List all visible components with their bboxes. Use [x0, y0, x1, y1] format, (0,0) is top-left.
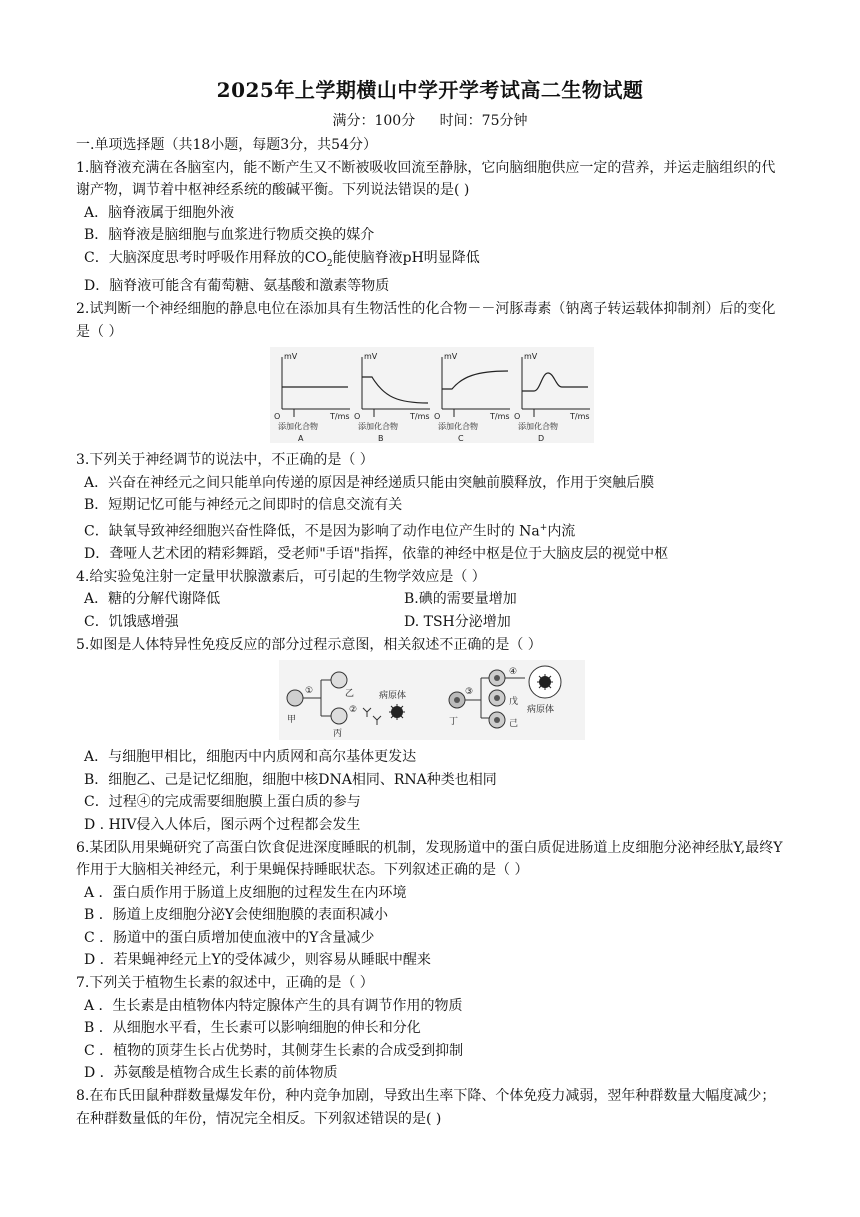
question-6-stem: 6.某团队用果蝇研究了高蛋白饮食促进深度睡眠的机制，发现肠道中的蛋白质促进肠道上皮细胞分泌神经肽Y,最终Y作用于大脑相关神经元，利于果蝇保持睡眠状态。下列叙述正确的是（ ） [76, 839, 783, 879]
question-7-option-d: D ．苏氨酸是植物合成生长素的前体物质 [84, 1065, 338, 1082]
step-3-label: ③ [465, 687, 474, 698]
question-1-option-b: B．脑脊液是脑细胞与血浆进行物质交换的媒介 [84, 227, 375, 244]
x-unit-label: T/ms [410, 412, 430, 422]
exam-title: 2025年上学期横山中学开学考试高二生物试题 [216, 78, 644, 102]
question-6-option-c: C ．肠道中的蛋白质增加使血液中的Y含量减少 [84, 929, 375, 946]
question-2-figure [76, 347, 788, 443]
exam-meta [0, 110, 860, 130]
question-6-option-b: B ．肠道上皮细胞分泌Y会使细胞膜的表面积减小 [84, 907, 388, 924]
x-unit-label: T/ms [330, 412, 350, 422]
question-3-option-d: D．聋哑人艺术团的精彩舞蹈，受老师"手语"指挥，依靠的神经中枢是位于大脑皮层的视觉中枢 [84, 546, 669, 563]
x-unit-label: T/ms [570, 412, 590, 422]
question-1-option-d: D．脑脊液可能含有葡萄糖、氨基酸和激素等物质 [84, 278, 390, 295]
question-1-option-c [84, 247, 788, 275]
pathogen-label: 病原体 [379, 691, 407, 702]
question-3-option-b: B．短期记忆可能与神经元之间即时的信息交流有关 [84, 497, 403, 514]
y-unit-label: mV [364, 352, 378, 362]
exam-content [76, 134, 788, 1130]
pathogen-icon [537, 674, 553, 690]
cell-yi-label: 乙 [345, 689, 355, 700]
cell-jia [287, 690, 303, 706]
panel-label-c: C [458, 434, 464, 444]
question-6-option-a: A ．蛋白质作用于肠道上皮细胞的过程发生在内环境 [84, 884, 407, 901]
q1-c-text-end: 能使脑脊液pH明显降低 [332, 249, 480, 266]
question-6-option-d: D ．若果蝇神经元上Y的受体减少，则容易从睡眠中醒来 [84, 952, 431, 969]
question-1-option-a: A．脑脊液属于细胞外液 [84, 204, 235, 221]
question-5-option-a: A．与细胞甲相比，细胞丙中内质网和高尔基体更发达 [84, 749, 417, 766]
question-3-option-c [84, 517, 788, 543]
question-4-option-d: D. TSH分泌增加 [404, 613, 511, 630]
cell-ji-label: 己 [509, 719, 519, 730]
na-superscript: + [539, 522, 548, 533]
y-unit-label: mV [524, 352, 538, 362]
question-5-figure [76, 660, 788, 740]
marker-label: 添加化合物 [438, 422, 478, 432]
question-7-stem: 7.下列关于植物生长素的叙述中，正确的是（ ） [76, 975, 374, 992]
q3-c-text: C．缺氧导致神经细胞兴奋性降低，不是因为影响了动作电位产生时的 Na [84, 523, 540, 540]
section-heading: 一.单项选择题（共18小题，每题3分，共54分） [76, 137, 377, 153]
pathogen-icon [389, 704, 405, 720]
q3-c-text-end: 内流 [547, 523, 576, 540]
co2-subscript: 2 [326, 258, 333, 269]
pathogen-label: 病原体 [527, 705, 555, 716]
question-4-options-row-2 [84, 611, 788, 634]
origin-label: O [354, 412, 361, 422]
full-score: 满分：100分 [332, 113, 416, 129]
question-5-stem: 5.如图是人体特异性免疫反应的部分过程示意图，相关叙述不正确的是（ ） [76, 636, 542, 653]
cell-bing-label: 丙 [333, 729, 343, 740]
question-1-stem: 1.脑脊液充满在各脑室内，能不断产生又不断被吸收回流至静脉，它向脑细胞供应一定的营养，并运走脑组织的代谢产物，调节着中枢神经系统的酸碱平衡。下列说法错误的是( ) [76, 159, 776, 199]
question-4-option-a: A．糖的分解代谢降低 [84, 591, 221, 608]
marker-label: 添加化合物 [518, 422, 558, 432]
question-2-stem: 2.试判断一个神经细胞的静息电位在添加具有生物活性的化合物－－河豚毒素（钠离子转运载体抑制剂）后的变化是（ ） [76, 300, 776, 340]
exam-time: 时间：75分钟 [439, 113, 528, 129]
q1-c-text: C．大脑深度思考时呼吸作用释放的CO [84, 249, 327, 266]
question-7-option-b: B ．从细胞水平看，生长素可以影响细胞的伸长和分化 [84, 1020, 421, 1037]
step-1-label: ① [305, 686, 314, 697]
panel-label-d: D [538, 434, 545, 444]
question-5-option-c: C．过程④的完成需要细胞膜上蛋白质的参与 [84, 794, 361, 811]
marker-label: 添加化合物 [278, 422, 318, 432]
y-unit-label: mV [444, 352, 458, 362]
question-7-option-c: C ．植物的顶芽生长占优势时，其侧芽生长素的合成受到抑制 [84, 1042, 464, 1059]
panel-label-b: B [378, 434, 384, 444]
cell-ding-label: 丁 [449, 717, 459, 728]
cell-jia-label: 甲 [287, 715, 297, 726]
question-5-option-b: B．细胞乙、己是记忆细胞，细胞中核DNA相同、RNA种类也相同 [84, 771, 497, 788]
y-unit-label: mV [284, 352, 298, 362]
origin-label: O [274, 412, 281, 422]
cell-bing [331, 708, 347, 724]
question-4-stem: 4.给实验兔注射一定量甲状腺激素后，可引起的生物学效应是（ ） [76, 568, 486, 585]
origin-label: O [434, 412, 441, 422]
immune-diagram [279, 660, 585, 740]
question-3-stem: 3.下列关于神经调节的说法中，不正确的是（ ） [76, 452, 374, 469]
question-4-option-b: B.碘的需要量增加 [404, 591, 517, 608]
question-3-option-a: A．兴奋在神经元之间只能单向传递的原因是神经递质只能由突触前膜释放，作用于突触后膜 [84, 474, 655, 491]
question-5-option-d: D . HIV侵入人体后，图示两个过程都会发生 [84, 816, 361, 833]
cell-wu-label: 戊 [509, 697, 519, 708]
question-8-stem: 8.在布氏田鼠种群数量爆发年份，种内竞争加剧，导致出生率下降、个体免疫力减弱，翌年种群数量大幅度减少；在种群数量低的年份，情况完全相反。下列叙述错误的是( ) [76, 1088, 776, 1127]
step-2-label: ② [349, 705, 358, 716]
potential-graphs [270, 347, 594, 443]
origin-label: O [514, 412, 521, 422]
panel-label-a: A [298, 434, 304, 444]
step-4-label: ④ [509, 667, 518, 678]
marker-label: 添加化合物 [358, 422, 398, 432]
question-4-options-row-1 [84, 588, 788, 611]
cell-yi [331, 672, 347, 688]
question-4-option-c: C．饥饿感增强 [84, 613, 179, 630]
question-7-option-a: A ．生长素是由植物体内特定腺体产生的具有调节作用的物质 [84, 997, 463, 1014]
x-unit-label: T/ms [490, 412, 510, 422]
